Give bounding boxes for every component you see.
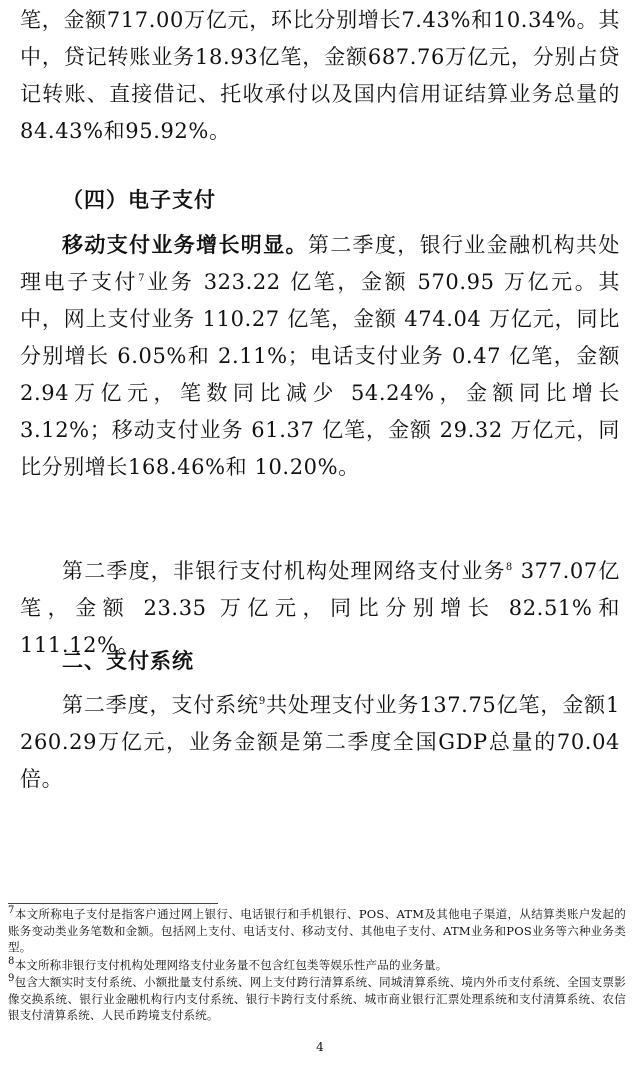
footnote-text-8: 本文所称非银行支付机构处理网络支付业务量不包含红包类等娱乐性产品的业务量。 (14, 957, 448, 972)
footnote-text-7: 本文所称电子支付是指客户通过网上银行、电话银行和手机银行、POS、ATM及其他电子渠道，从结算类账户发起的账务变动类业务笔数和金额。包括网上支付、电话支付、移动支付、其他电子支付、ATM业务和POS业务等六种业务类型。 (8, 907, 626, 954)
footnote-9 (8, 974, 626, 1024)
paragraph-text: 业务 323.22 亿笔，金额 570.95 万亿元。其中，网上支付业务 110.27 亿笔，金额 474.04 万亿元，同比分别增长 6.05%和 2.11%；电话支付业务 0.47 亿笔，金额 2.94万亿元，笔数同比减少 54.24%，金额同比增长 3.12%；移动支付业务 61.37 亿笔，金额 29.32 万亿元，同比分别增长168.46%和 10.20%。 (20, 270, 620, 479)
paragraph-text: 共处理支付业务137.75亿笔，金额1 260.29万亿元，业务金额是第二季度全国GDP总量的70.04倍。 (20, 693, 620, 791)
paragraph-text: 第二季度，非银行支付机构处理网络支付业务 (62, 559, 506, 583)
section-heading-electronic-payment: （四）电子支付 (62, 188, 216, 212)
paragraph-text: 377.07亿笔，金额 23.35 万亿元，同比分别增长 82.51%和 111.12%。 (20, 559, 620, 657)
footnote-ref-9: 9 (258, 696, 266, 707)
paragraph-text: 第二季度，银行业金融机构共处理电子支付 (20, 233, 620, 294)
footnote-mark-8: 8 (8, 955, 15, 967)
paragraph-electronic-payment (20, 227, 620, 486)
footnote-mark-9: 9 (8, 973, 15, 985)
footnote-8 (8, 957, 626, 974)
footnote-ref-7: 7 (138, 273, 146, 284)
footnotes-section (8, 906, 626, 1025)
footnote-divider (8, 903, 218, 904)
paragraph-lead-sentence: 移动支付业务增长明显。 (62, 233, 308, 257)
page-number: 4 (316, 1040, 324, 1054)
paragraph-credit-transfer: 笔，金额717.00万亿元，环比分别增长7.43%和10.34%。其中，贷记转账业务18.93亿笔，金额687.76万亿元，分别占贷记转账、直接借记、托收承付以及国内信用证结算业务总量的84.43%和95.92%。 (20, 8, 620, 143)
section-heading-payment-system: 二、支付系统 (62, 649, 194, 673)
footnote-7 (8, 906, 626, 956)
paragraph-text: 第二季度，支付系统 (62, 693, 259, 717)
footnote-ref-8: 8 (505, 562, 513, 573)
footnote-mark-7: 7 (8, 905, 15, 917)
paragraph-payment-system (20, 687, 620, 798)
footnote-text-9: 包含大额实时支付系统、小额批量支付系统、网上支付跨行清算系统、同城清算系统、境内外币支付系统、全国支票影像交换系统、银行业金融机构行内支付系统、银行卡跨行支付系统、城市商业银行汇票处理系统和支付清算系统、农信银支付清算系统、人民币跨境支付系统。 (8, 975, 626, 1022)
